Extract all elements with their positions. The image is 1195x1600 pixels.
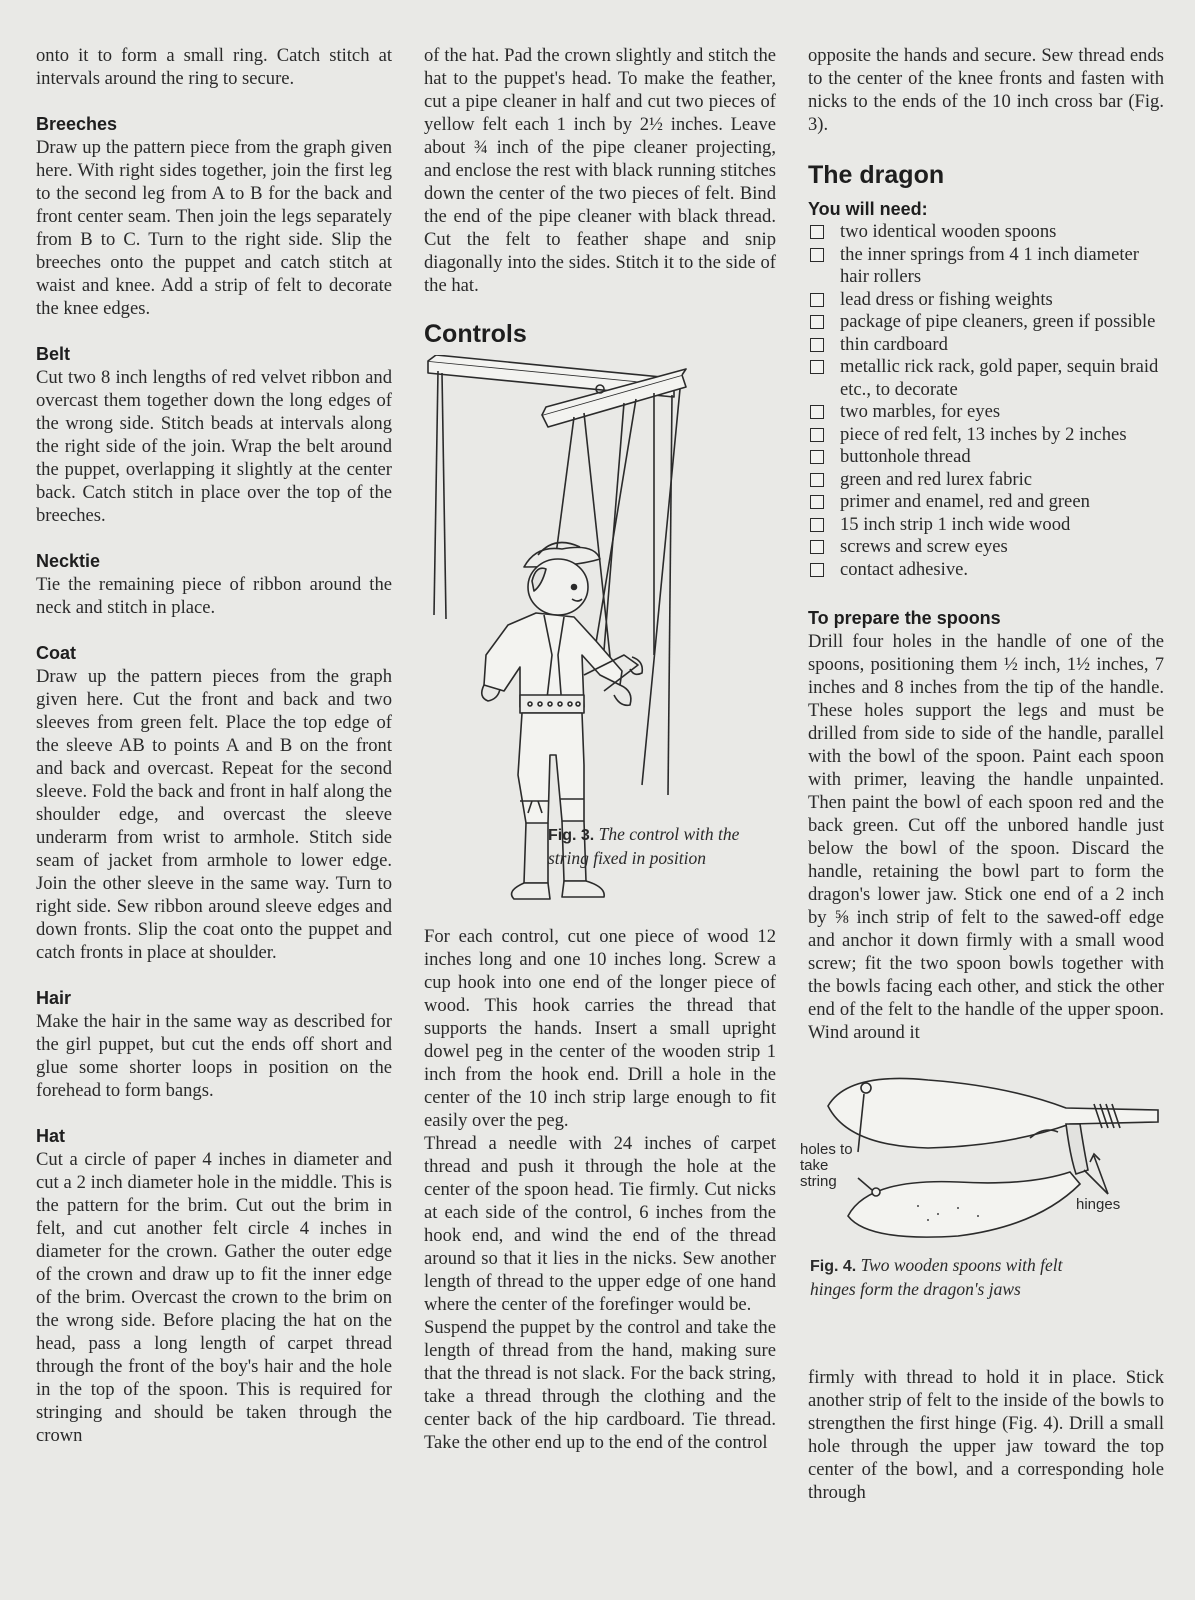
checklist-item: two marbles, for eyes [808,401,1164,424]
paragraph-controls-1: For each control, cut one piece of wood 12 inches long and one 10 inches long. Screw a cup hook into one end of the longer piece of wood. This hook carries the thread that supports the hands. Insert a small upright dowel peg in the center of the wooden strip 1 inch from the hook end. Drill a hole in the center of the 10 inch strip large enough to fit easily over the peg. [424,926,776,1131]
fig4-hinges-label: hinges [1076,1196,1121,1213]
checkbox-icon [810,518,824,532]
figure-3 [424,355,776,925]
column-right [800,44,1164,1504]
column-left [36,44,392,1447]
heading-hat: Hat [36,1126,66,1146]
paragraph-breeches: Draw up the pattern piece from the graph given here. With right sides together, join the first leg to the second leg from A to B for the back and front center seam. Then join the legs separately from B to C. Turn to the right side. Slip the breeches onto the puppet and catch stitch at waist and knee. Add a strip of felt to decorate the knee edges. [36,137,392,319]
checkbox-icon [810,563,824,577]
checklist-item: the inner springs from 4 1 inch diameter hair rollers [808,244,1164,289]
figure-3-label: Fig. 3. [548,827,595,844]
checklist-item: lead dress or fishing weights [808,289,1164,312]
heading-controls: Controls [424,320,527,348]
paragraph-hat: Cut a circle of paper 4 inches in diameter and cut a 2 inch diameter hole in the middle. This is the pattern for the brim. Cut out the brim in felt, and cut another felt circle 4 inches in diameter for the crown. Gather the outer edge of the crown and draw up to fit the inner edge of the brim. Overcast the crown to the brim on the wrong side. Before placing the hat on the head, pass a long length of carpet thread through the front of the boy's hair and the hole in the top of the spoon. This is required for stringing and should be taken through the crown [36,1149,392,1446]
felt-hinge [1066,1124,1088,1174]
checkbox-icon [810,360,824,374]
figure-4-caption [810,1254,1110,1301]
checklist-item: contact adhesive. [808,559,1164,582]
puppet-coat [484,613,622,707]
checkbox-icon [810,540,824,554]
checklist-item: primer and enamel, red and green [808,491,1164,514]
paragraph-hair: Make the hair in the same way as described for the girl puppet, but cut the ends off short and glue some shorter loops in position on the forehead to form bangs. [36,1011,392,1101]
figure-4 [800,1066,1164,1366]
checkbox-icon [810,248,824,262]
checklist-item: thin cardboard [808,334,1164,357]
heading-necktie: Necktie [36,551,101,571]
hole-lower [872,1188,880,1196]
heading-belt: Belt [36,344,71,364]
figure-4-caption-text: Two wooden spoons with felt hinges form the dragon's jaws [810,1255,1063,1299]
checkbox-icon [810,338,824,352]
heading-you-will-need: You will need: [808,199,928,219]
paragraph-ring-intro: onto it to form a small ring. Catch stitch at intervals around the ring to secure. [36,45,392,89]
checklist-item: buttonhole thread [808,446,1164,469]
hole-upper [861,1083,871,1093]
fig4-holes-label: holes to take string [800,1141,853,1190]
heading-hair: Hair [36,988,72,1008]
materials-checklist [808,221,1164,581]
checklist-item: package of pipe cleaners, green if possible [808,311,1164,334]
paragraph-belt: Cut two 8 inch lengths of red velvet ribbon and overcast them together down the long edges of the wrong side. Stitch beads at intervals along the right side of the join. Wrap the belt around the puppet, overlapping it slightly at the center back. Catch stitch in place over the top of the breeches. [36,367,392,526]
puppet-shoe-right [562,881,604,897]
paragraph-controls-3: Suspend the puppet by the control and take the length of thread from the hand, making sure that the thread is not slack. For the back string, take a thread through the clothing and the center back of the hip cardboard. Tie thread. Take the other end up to the end of the control [424,1317,776,1453]
figure-4-label: Fig. 4. [810,1258,857,1275]
puppet-shoe-left [512,883,550,899]
column-middle [424,44,776,1454]
heading-coat: Coat [36,643,76,663]
checklist-item: screws and screw eyes [808,536,1164,559]
paragraph-hat-continued: of the hat. Pad the crown slightly and stitch the hat to the puppet's head. To make the feather, cut a pipe cleaner in half and cut two pieces of yellow felt each 1 inch by 2½ inches. Leave about ¾ inch of the pipe cleaner projecting, and enclose the rest with black running stitches down the center of the two pieces of felt. Bind the end of the pipe cleaner with black thread. Cut the felt to feather shape and snip diagonally into the sides. Stitch it to the side of the hat. [424,45,776,296]
checkbox-icon [810,405,824,419]
puppet-breeches [518,713,584,823]
checkbox-icon [810,495,824,509]
checkbox-icon [810,293,824,307]
figure-3-caption-text: The control with the string fixed in position [548,824,740,868]
paragraph-controls-2: Thread a needle with 24 inches of carpet thread and push it through the hole at the center of the spoon head. Tie firmly. Cut nicks at each side of the control, 6 inches from the hook end, and wind the end of the thread around so that it lies in the nicks. Sew another length of thread to the upper edge of one hand where the center of the forefinger would be. [424,1133,776,1315]
puppet-hand-right [614,685,631,705]
checkbox-icon [810,450,824,464]
figure-3-caption [548,823,776,870]
heading-breeches: Breeches [36,114,118,134]
checklist-item: piece of red felt, 13 inches by 2 inches [808,424,1164,447]
checkbox-icon [810,473,824,487]
paragraph-prepare-spoons: Drill four holes in the handle of one of the spoons, positioning them ½ inch, 1½ inches, 7 inches and 8 inches from the tip of the handle. These holes support the legs and must be drilled from side to side of the handle, parallel with the bowl of the spoon. Paint each spoon with primer, leaving the handle unpainted. Then paint the bowl of each spoon red and the back green. Cut off the unbored handle just below the bowl of the spoon. Discard the handle, retaining the bowl part to form the dragon's lower jaw. Stick one end of a 2 inch by ⅝ inch strip of felt to the sawed-off edge and anchor it down firmly with a small wood screw; fit the two spoon bowls together with the bowls facing each other, and stick the other end of the felt to the handle of the upper spoon. Wind around it [808,631,1164,1043]
paragraph-necktie: Tie the remaining piece of ribbon around the neck and stitch in place. [36,574,392,618]
checkbox-icon [810,225,824,239]
lower-spoon [848,1172,1080,1237]
checklist-item: metallic rick rack, gold paper, sequin braid etc., to decorate [808,356,1164,401]
paragraph-coat: Draw up the pattern pieces from the graph given here. Cut the front and back and two sleeves from green felt. Place the top edge of the sleeve AB to points A and B on the front and back and overcast. Repeat for the second sleeve. Fold the back and front in half along the shoulder edge, and overcast the sleeve underarm from wrist to armhole. Stitch side seam of jacket from armhole to lower edge. Join the other sleeve in the same way. Turn to right side. Sew ribbon around sleeve edges and down fronts. Slip the coat onto the puppet and catch fronts in place at shoulder. [36,666,392,963]
checklist-item: green and red lurex fabric [808,469,1164,492]
heading-dragon: The dragon [808,161,945,189]
paragraph-dragon-continued: firmly with thread to hold it in place. Stick another strip of felt to the inside of the bowls to strengthen the first hinge (Fig. 4). Drill a small hole through the upper jaw toward the top center of the bowl, and a corresponding hole through [808,1367,1164,1503]
checkbox-icon [810,315,824,329]
heading-prepare-spoons: To prepare the spoons [808,608,1001,628]
checklist-item: 15 inch strip 1 inch wide wood [808,514,1164,537]
hinges-pointer [1090,1154,1108,1194]
checkbox-icon [810,428,824,442]
paragraph-control-ends: opposite the hands and secure. Sew thread ends to the center of the knee fronts and fasten with nicks to the ends of the 10 inch cross bar (Fig. 3). [808,45,1164,135]
checklist-item: two identical wooden spoons [808,221,1164,244]
